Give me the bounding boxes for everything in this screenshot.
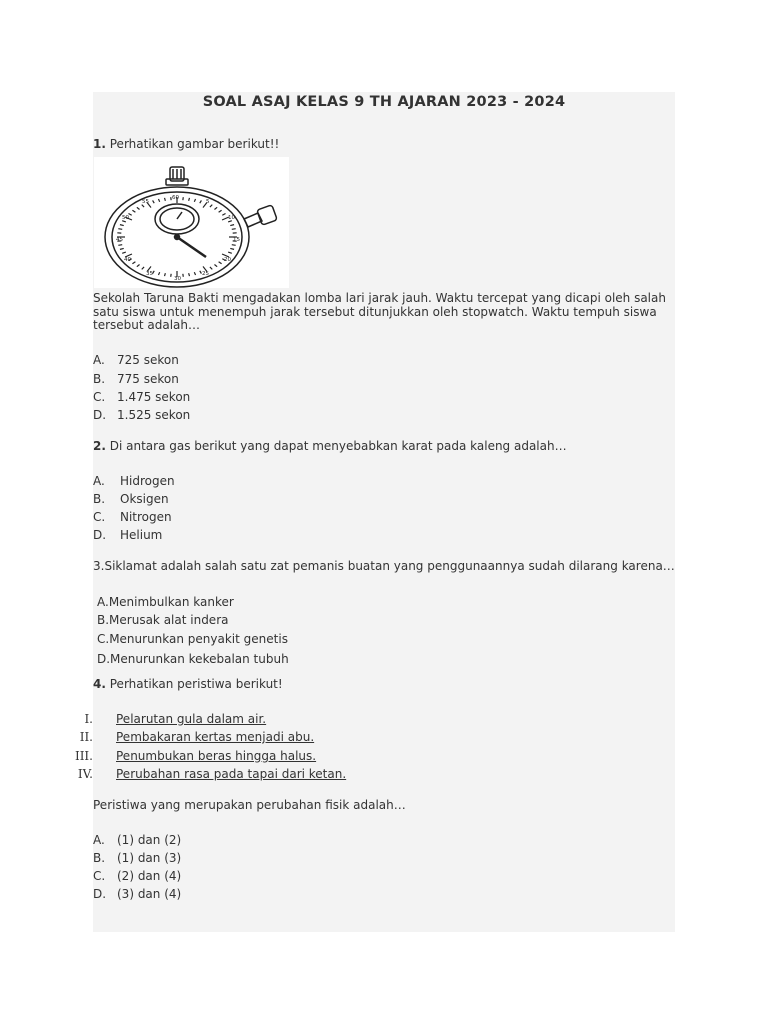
q1-option-d[interactable] bbox=[93, 408, 190, 422]
q1-option-c[interactable] bbox=[93, 390, 190, 404]
q2-option-d-letter: D. bbox=[93, 528, 107, 542]
svg-text:35: 35 bbox=[146, 271, 153, 277]
q1-option-d-text: 1.525 sekon bbox=[117, 408, 191, 422]
q2-option-a-text: Hidrogen bbox=[120, 474, 175, 488]
q4-option-d[interactable] bbox=[93, 887, 181, 901]
q1-option-a-letter: A. bbox=[93, 353, 105, 367]
svg-text:10: 10 bbox=[228, 215, 235, 221]
q3-option-b[interactable]: B.Merusak alat indera bbox=[97, 613, 229, 627]
q1-option-a-text: 725 sekon bbox=[117, 353, 179, 367]
question-1-number: 1. bbox=[93, 137, 106, 151]
svg-text:40: 40 bbox=[124, 257, 131, 263]
q3-option-a[interactable]: A.Menimbulkan kanker bbox=[97, 595, 234, 609]
svg-text:5: 5 bbox=[206, 199, 210, 205]
q4-option-d-letter: D. bbox=[93, 887, 107, 901]
q2-option-b-text: Oksigen bbox=[120, 492, 169, 506]
question-4-question: Peristiwa yang merupakan perubahan fisik adalah… bbox=[93, 798, 406, 812]
question-2-number: 2. bbox=[93, 439, 106, 453]
q2-option-c-letter: C. bbox=[93, 510, 106, 524]
q3-option-d[interactable]: D.Menurunkan kekebalan tubuh bbox=[97, 652, 289, 666]
stopwatch-icon bbox=[94, 157, 289, 288]
event-4-text: Perubahan rasa pada tapai dari ketan. bbox=[116, 767, 347, 781]
q1-option-c-letter: C. bbox=[93, 390, 106, 404]
question-1-body: Sekolah Taruna Bakti mengadakan lomba lari jarak jauh. Waktu tercepat yang dicapi oleh salah satu siswa untuk menempuh jarak tersebut ditunjukkan oleh stopwatch. Waktu tempuh siswa tersebut adalah… bbox=[93, 291, 666, 332]
q1-option-b[interactable] bbox=[93, 372, 179, 386]
q1-option-a[interactable] bbox=[93, 353, 179, 367]
svg-text:60: 60 bbox=[172, 195, 179, 201]
svg-text:30: 30 bbox=[174, 276, 181, 282]
q1-option-b-text: 775 sekon bbox=[117, 372, 179, 386]
event-4-numeral: IV. bbox=[77, 767, 93, 781]
question-1-prompt bbox=[93, 137, 279, 151]
svg-text:55: 55 bbox=[142, 199, 149, 205]
q4-option-c-text: (2) dan (4) bbox=[117, 869, 182, 883]
q2-option-c[interactable] bbox=[93, 510, 172, 524]
q4-option-b[interactable] bbox=[93, 851, 181, 865]
question-3-prompt: 3.Siklamat adalah salah satu zat pemanis buatan yang penggunaannya sudah dilarang karena… bbox=[93, 559, 675, 573]
question-4-text: Perhatikan peristiwa berikut! bbox=[109, 677, 283, 691]
question-2-prompt bbox=[93, 439, 567, 453]
svg-text:50: 50 bbox=[122, 215, 129, 221]
q2-option-a[interactable] bbox=[93, 474, 175, 488]
q3-option-c[interactable]: C.Menurunkan penyakit genetis bbox=[97, 632, 288, 646]
q1-option-d-letter: D. bbox=[93, 408, 107, 422]
q2-option-b-letter: B. bbox=[93, 492, 106, 506]
svg-text:45: 45 bbox=[116, 237, 123, 243]
event-3-text: Penumbukan beras hingga halus. bbox=[116, 749, 317, 763]
svg-text:25: 25 bbox=[202, 271, 209, 277]
page-title: SOAL ASAJ KELAS 9 TH AJARAN 2023 - 2024 bbox=[202, 94, 566, 110]
question-2-text: Di antara gas berikut yang dapat menyebabkan karat pada kaleng adalah… bbox=[109, 439, 567, 453]
q4-option-b-letter: B. bbox=[93, 851, 106, 865]
q2-option-c-text: Nitrogen bbox=[120, 510, 172, 524]
svg-text:15: 15 bbox=[233, 237, 240, 243]
q2-option-b[interactable] bbox=[93, 492, 169, 506]
question-4-number: 4. bbox=[93, 677, 106, 691]
question-1-text: Perhatikan gambar berikut!! bbox=[109, 137, 280, 151]
q2-option-d[interactable] bbox=[93, 528, 162, 542]
q2-option-d-text: Helium bbox=[120, 528, 163, 542]
q1-option-b-letter: B. bbox=[93, 372, 106, 386]
event-3-numeral: III. bbox=[74, 749, 93, 763]
event-2-numeral: II. bbox=[79, 730, 93, 744]
q2-option-a-letter: A. bbox=[93, 474, 105, 488]
q4-option-a-letter: A. bbox=[93, 833, 105, 847]
event-1-text: Pelarutan gula dalam air. bbox=[116, 712, 267, 726]
q4-option-b-text: (1) dan (3) bbox=[117, 851, 182, 865]
event-1-numeral: I. bbox=[84, 712, 93, 726]
event-2-text: Pembakaran kertas menjadi abu. bbox=[116, 730, 315, 744]
q4-option-c[interactable] bbox=[93, 869, 181, 883]
question-4-prompt bbox=[93, 677, 283, 691]
q4-option-d-text: (3) dan (4) bbox=[117, 887, 182, 901]
q4-option-c-letter: C. bbox=[93, 869, 106, 883]
svg-text:20: 20 bbox=[224, 257, 231, 263]
q1-option-c-text: 1.475 sekon bbox=[117, 390, 191, 404]
q4-option-a[interactable] bbox=[93, 833, 181, 847]
q4-option-a-text: (1) dan (2) bbox=[117, 833, 182, 847]
